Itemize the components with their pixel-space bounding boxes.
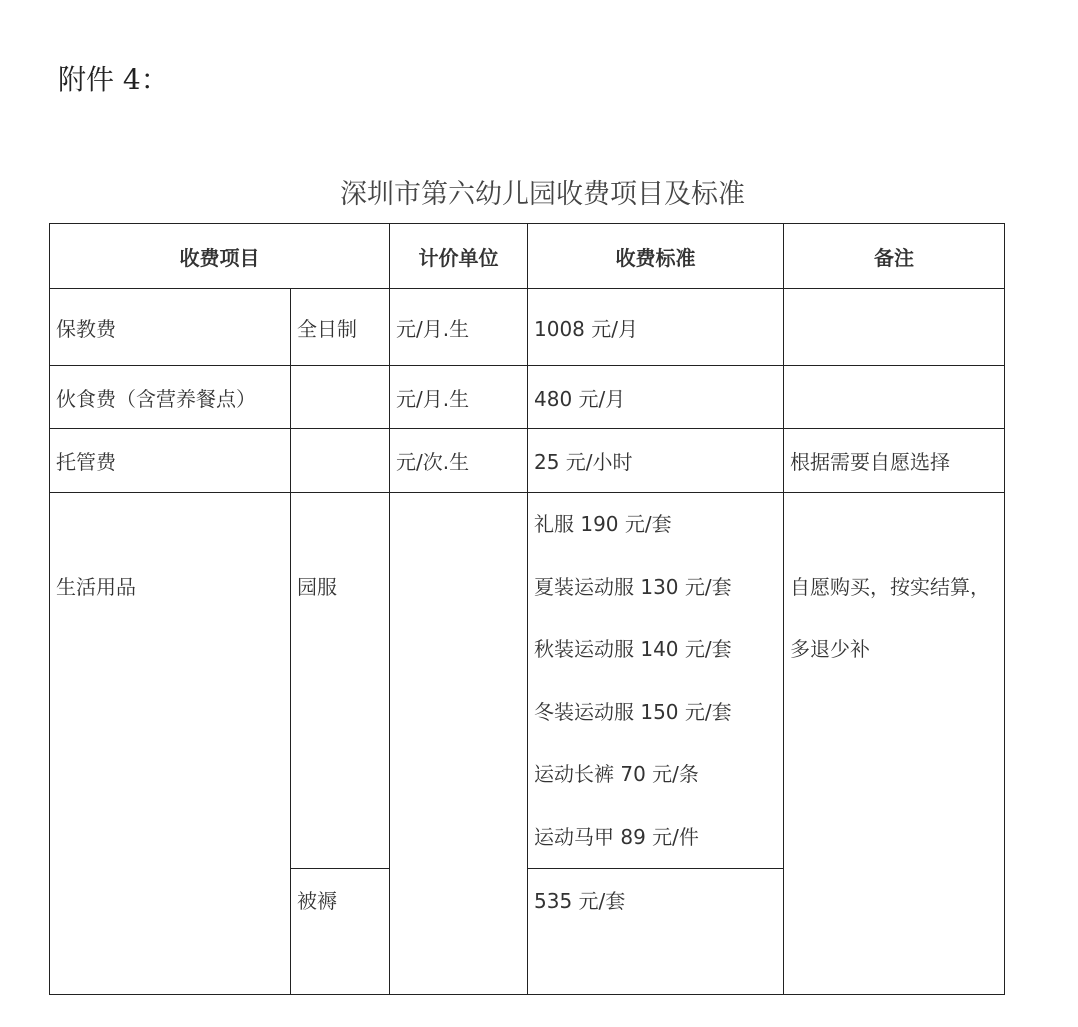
bedding-sub: 被褥 (297, 889, 337, 913)
document-title: 深圳市第六幼儿园收费项目及标准 (340, 179, 745, 210)
supplies-item-cell (50, 493, 291, 995)
header-unit: 计价单位 (390, 224, 528, 289)
tuition-sub: 全日制 (291, 289, 390, 366)
header-standard: 收费标准 (528, 224, 784, 289)
meals-sub (291, 366, 390, 429)
uniform-price-list (534, 493, 777, 868)
bedding-standard: 535 元/套 (534, 889, 626, 913)
supplies-remark (790, 493, 998, 680)
bedding-standard-cell (528, 869, 784, 995)
list-item: 运动长裤 70 元/条 (534, 762, 699, 786)
care-item: 托管费 (50, 429, 291, 493)
supplies-remark-cell (784, 493, 1005, 995)
fee-table (49, 223, 1005, 995)
table-row (50, 289, 1005, 366)
care-unit: 元/次.生 (390, 429, 528, 493)
care-sub (291, 429, 390, 493)
uniform-sub-cell (291, 493, 390, 869)
meals-remark (784, 366, 1005, 429)
supplies-remark-line2: 多退少补 (790, 637, 870, 661)
tuition-unit: 元/月.生 (390, 289, 528, 366)
table-row (50, 493, 1005, 869)
supplies-item: 生活用品 (56, 575, 136, 599)
care-standard: 25 元/小时 (528, 429, 784, 493)
tuition-remark (784, 289, 1005, 366)
care-remark: 根据需要自愿选择 (784, 429, 1005, 493)
attachment-label: 附件 4： (58, 63, 169, 96)
list-item: 秋装运动服 140 元/套 (534, 637, 732, 661)
list-item: 夏装运动服 130 元/套 (534, 574, 732, 599)
meals-standard: 480 元/月 (528, 366, 784, 429)
table-row (50, 429, 1005, 493)
meals-item: 伙食费（含营养餐点） (50, 366, 291, 429)
list-item: 运动马甲 89 元/件 (534, 824, 699, 849)
list-item: 冬装运动服 150 元/套 (534, 699, 732, 724)
bedding-sub-cell (291, 869, 390, 995)
supplies-unit (390, 493, 528, 995)
supplies-remark-line1: 自愿购买，按实结算， (790, 575, 990, 599)
header-item: 收费项目 (50, 224, 390, 289)
meals-unit: 元/月.生 (390, 366, 528, 429)
table-row (50, 366, 1005, 429)
list-item: 礼服 190 元/套 (534, 512, 672, 536)
uniform-sub: 园服 (297, 575, 337, 599)
table-header-row (50, 224, 1005, 289)
header-remark: 备注 (784, 224, 1005, 289)
tuition-item: 保教费 (50, 289, 291, 366)
tuition-standard: 1008 元/月 (528, 289, 784, 366)
uniform-standard-cell (528, 493, 784, 869)
